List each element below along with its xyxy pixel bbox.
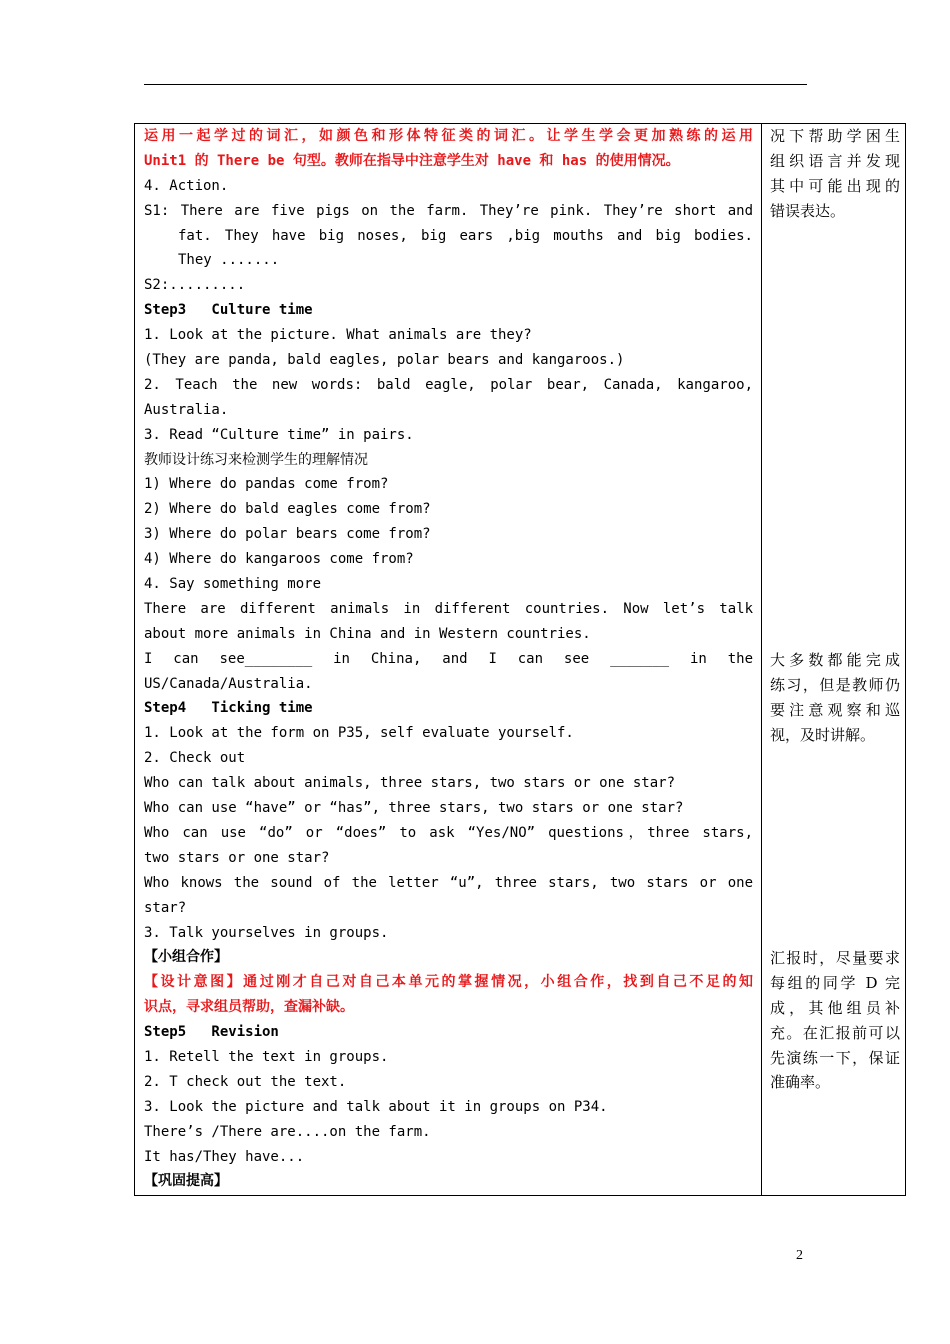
teaching-note-3 bbox=[770, 946, 900, 1095]
teaching-note-2 bbox=[770, 648, 900, 748]
lesson-line: Who knows the sound of the letter “u”, three stars, two stars or one bbox=[144, 874, 753, 891]
lesson-line: Who can use “do” or “does” to ask “Yes/NO” questions，three stars, bbox=[144, 824, 753, 841]
teaching-note-line: 汇报时，尽量要求 bbox=[770, 949, 900, 967]
lesson-line: There’s /There are....on the farm. bbox=[144, 1123, 431, 1140]
teaching-note-line: 练习，但是教师仍 bbox=[770, 675, 900, 694]
lesson-line: 4. Say something more bbox=[144, 576, 322, 593]
lesson-line: 4) Where do kangaroos come from? bbox=[144, 551, 414, 568]
lesson-line: 2. T check out the text. bbox=[144, 1073, 347, 1090]
lesson-line: They ....... bbox=[178, 252, 280, 269]
lesson-line: star? bbox=[144, 899, 187, 916]
lesson-line: 【设计意图】通过刚才自己对自己本单元的掌握情况，小组合作，找到自己不足的知 bbox=[144, 974, 753, 991]
lesson-line: 4. Action. bbox=[144, 177, 229, 194]
teaching-note-line: 要注意观察和巡 bbox=[770, 700, 900, 719]
teaching-note-line: 其中可能出现的 bbox=[770, 176, 900, 195]
lesson-line: two stars or one star? bbox=[144, 849, 330, 866]
lesson-line: about more animals in China and in Western countries. bbox=[144, 625, 591, 642]
teaching-note-line: 况下帮助学困生 bbox=[770, 127, 900, 145]
lesson-line: US/Canada/Australia. bbox=[144, 675, 313, 692]
lesson-line: 识点，寻求组员帮助，查漏补缺。 bbox=[144, 999, 354, 1016]
lesson-line: It has/They have... bbox=[144, 1148, 305, 1165]
lesson-line: Who can use “have” or “has”, three stars, two stars or one star? bbox=[144, 800, 684, 817]
lesson-line: 2) Where do bald eagles come from? bbox=[144, 501, 431, 518]
teaching-note-line: 准确率。 bbox=[770, 1073, 831, 1092]
lesson-line: Step3 Culture time bbox=[144, 302, 313, 319]
teaching-note-line: 视，及时讲解。 bbox=[770, 725, 876, 744]
header-rule bbox=[144, 84, 807, 85]
teaching-note-1 bbox=[770, 124, 900, 224]
lesson-line: 教师设计练习来检测学生的理解情况 bbox=[144, 451, 368, 468]
teaching-note-line: 错误表达。 bbox=[770, 201, 846, 220]
lesson-line: 3. Read “Culture time” in pairs. bbox=[144, 426, 414, 443]
teaching-note-line: 大多数都能完成 bbox=[770, 651, 900, 669]
lesson-line: 运用一起学过的词汇，如颜色和形体特征类的词汇。让学生学会更加熟练的运用 bbox=[144, 128, 753, 144]
lesson-line: 2. Check out bbox=[144, 750, 246, 767]
lesson-line: Step4 Ticking time bbox=[144, 700, 313, 717]
lesson-line: 3. Look the picture and talk about it in groups on P34. bbox=[144, 1098, 608, 1115]
lesson-line: Step5 Revision bbox=[144, 1024, 279, 1041]
lesson-line: 1) Where do pandas come from? bbox=[144, 476, 389, 493]
lesson-line: S2:......... bbox=[144, 277, 246, 294]
lesson-line: Who can talk about animals, three stars, two stars or one star? bbox=[144, 775, 676, 792]
lesson-line: 3) Where do polar bears come from? bbox=[144, 526, 431, 543]
lesson-line: 2. Teach the new words: bald eagle, polar bear, Canada, kangaroo, bbox=[144, 376, 753, 393]
lesson-line: 【小组合作】 bbox=[144, 949, 228, 966]
teaching-note-line: 先演练一下，保证 bbox=[770, 1048, 900, 1067]
lesson-line: fat. They have big noses, big ears ,big mouths and big bodies. bbox=[178, 227, 753, 244]
lesson-line: (They are panda, bald eagles, polar bears and kangaroos.) bbox=[144, 352, 625, 369]
lesson-line: 3. Talk yourselves in groups. bbox=[144, 924, 389, 941]
lesson-procedure-column bbox=[144, 124, 753, 1194]
lesson-line: 1. Look at the form on P35, self evaluate yourself. bbox=[144, 725, 574, 742]
teaching-note-line: 成，其他组员补 bbox=[770, 998, 900, 1017]
lesson-line: I can see________ in China, and I can see _______ in the bbox=[144, 650, 753, 667]
teaching-note-line: 每组的同学 D 完 bbox=[770, 973, 900, 992]
lesson-line: There are different animals in different countries. Now let’s talk bbox=[144, 600, 753, 617]
teaching-note-line: 组织语言并发现 bbox=[770, 151, 900, 170]
lesson-line: 1. Look at the picture. What animals are they? bbox=[144, 327, 532, 344]
lesson-line: Australia. bbox=[144, 401, 229, 418]
lesson-line: 【巩固提高】 bbox=[144, 1173, 228, 1190]
page-number: 2 bbox=[796, 1248, 803, 1263]
lesson-line: Unit1 的 There be 句型。教师在指导中注意学生对 have 和 has 的使用情况。 bbox=[144, 152, 680, 169]
table-column-divider bbox=[761, 123, 762, 1196]
teaching-note-line: 充。在汇报前可以 bbox=[770, 1023, 900, 1042]
lesson-line: S1: There are five pigs on the farm. They’re pink. They’re short and bbox=[144, 202, 753, 219]
lesson-line: 1. Retell the text in groups. bbox=[144, 1048, 389, 1065]
